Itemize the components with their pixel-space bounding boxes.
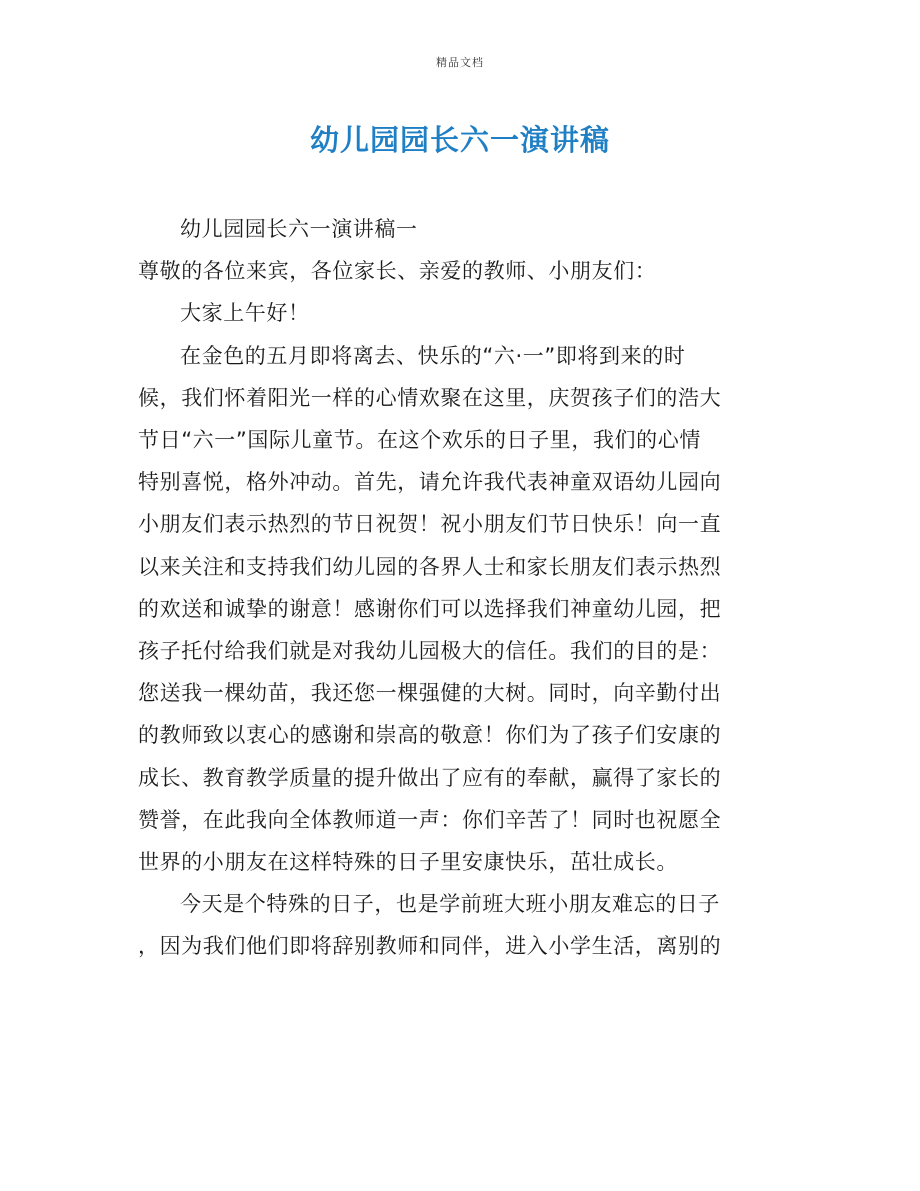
paragraph-line: 您送我一棵幼苗，我还您一棵强健的大树。同时，向辛勤付出 [138,681,722,706]
greeting: 大家上午好！ [180,301,310,326]
paragraph-line: 的教师致以衷心的感谢和崇高的敬意！你们为了孩子们安康的 [138,723,722,748]
paragraph-line: 孩子托付给我们就是对我幼儿园极大的信任。我们的目的是： [138,639,722,664]
paragraph-1 [138,335,786,884]
paragraph-line: 小朋友们表示热烈的节日祝贺！祝小朋友们节日快乐！向一直 [138,512,722,537]
salutation: 尊敬的各位来宾，各位家长、亲爱的教师、小朋友们： [138,259,657,284]
paragraph-line: 赞誉，在此我向全体教师道一声：你们辛苦了！同时也祝愿全 [138,807,722,832]
paragraph-line: 今天是个特殊的日子，也是学前班大班小朋友难忘的日子 [180,892,720,917]
paragraph-2 [138,883,786,967]
document-body [138,208,786,968]
paragraph-line: 在金色的五月即将离去、快乐的“六·一”即将到来的时 [180,343,686,368]
paragraph-line: ，因为我们他们即将辞别教师和同伴，进入小学生活，离别的 [138,934,722,959]
paragraph-line: 节日“六一”国际儿童节。在这个欢乐的日子里，我们的心情 [138,428,701,453]
paragraph-line: 世界的小朋友在这样特殊的日子里安康快乐，茁壮成长。 [138,850,678,875]
paragraph-line: 候，我们怀着阳光一样的心情欢聚在这里，庆贺孩子们的浩大 [138,385,722,410]
document-subtitle: 幼儿园园长六一演讲稿一 [180,217,418,241]
paragraph-line: 的欢送和诚挚的谢意！感谢你们可以选择我们神童幼儿园，把 [138,596,722,621]
document-title: 幼儿园园长六一演讲稿 [309,123,610,157]
paragraph-line: 以来关注和支持我们幼儿园的各界人士和家长朋友们表示热烈 [138,554,722,579]
paragraph-line: 特别喜悦，格外冲动。首先，请允许我代表神童双语幼儿园向 [138,470,722,495]
header-label: 精品文档 [436,56,484,69]
paragraph-line: 成长、教育教学质量的提升做出了应有的奉献，赢得了家长的 [138,765,722,790]
